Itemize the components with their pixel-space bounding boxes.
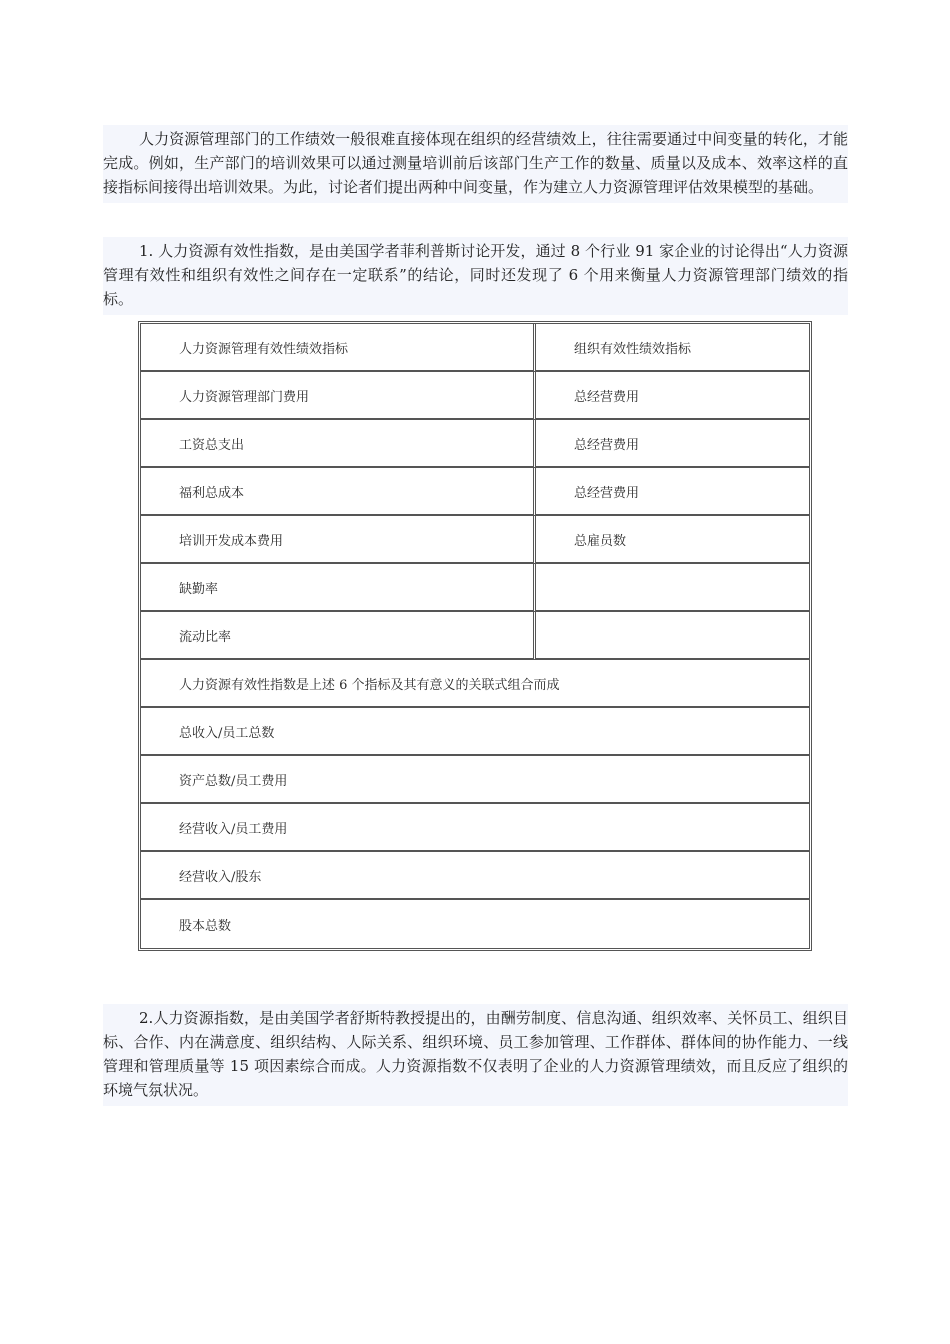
table-header-left: 人力资源管理有效性绩效指标: [141, 324, 536, 372]
table-header-right: 组织有效性绩效指标: [536, 324, 809, 372]
table-cell-left: 人力资源管理部门费用: [141, 372, 536, 420]
table-row: [141, 372, 809, 420]
item1-paragraph: 1. 人力资源有效性指数，是由美国学者菲利普斯讨论开发，通过 8 个行业 91 家企业的讨论得出“人力资源管理有效性和组织有效性之间存在一定联系”的结论，同时还发现了 6 个用来衡量人力资源管理部门绩效的指标。: [103, 237, 848, 315]
table-cell-left: 工资总支出: [141, 420, 536, 468]
table-full-cell: 资产总数/员工费用: [141, 756, 809, 804]
table-row: [141, 564, 809, 612]
table-full-cell: 经营收入/股东: [141, 852, 809, 900]
item2-paragraph: 2.人力资源指数，是由美国学者舒斯特教授提出的，由酬劳制度、信息沟通、组织效率、关怀员工、组织目标、合作、内在满意度、组织结构、人际关系、组织环境、员工参加管理、工作群体、群体间的协作能力、一线管理和管理质量等 15 项因素综合而成。人力资源指数不仅表明了企业的人力资源管理绩效，而且反应了组织的环境气氛状况。: [103, 1004, 848, 1106]
table-cell-left: 福利总成本: [141, 468, 536, 516]
table-full-cell: 经营收入/员工费用: [141, 804, 809, 852]
table-cell-left: 缺勤率: [141, 564, 536, 612]
table-full-cell: 总收入/员工总数: [141, 708, 809, 756]
table-full-cell: 人力资源有效性指数是上述 6 个指标及其有意义的关联式组合而成: [141, 660, 809, 708]
table-header-row: [141, 324, 809, 372]
table-full-row: [141, 852, 809, 900]
table-full-cell: 股本总数: [179, 918, 232, 934]
table-row: [141, 516, 809, 564]
table-cell-left: 流动比率: [141, 612, 536, 660]
table-full-row: [141, 756, 809, 804]
table-row: [141, 612, 809, 660]
table-full-row: [141, 660, 809, 708]
indicator-table: [138, 321, 812, 951]
table-row: [141, 468, 809, 516]
table-cell-right: 总经营费用: [536, 372, 809, 420]
table-cell-left: 培训开发成本费用: [141, 516, 536, 564]
intro-paragraph: 人力资源管理部门的工作绩效一般很难直接体现在组织的经营绩效上，往往需要通过中间变量的转化，才能完成。例如，生产部门的培训效果可以通过测量培训前后该部门生产工作的数量、质量以及成本、效率这样的直接指标间接得出培训效果。为此，讨论者们提出两种中间变量，作为建立人力资源管理评估效果模型的基础。: [103, 125, 848, 203]
table-full-row: [141, 708, 809, 756]
table-cell-right: 总雇员数: [536, 516, 809, 564]
table-full-row: [141, 900, 809, 948]
table-cell-right: [536, 612, 809, 660]
table-row: [141, 420, 809, 468]
table-cell-right: [536, 564, 809, 612]
table-cell-right: 总经营费用: [536, 468, 809, 516]
table-full-row: [141, 804, 809, 852]
table-cell-right: 总经营费用: [536, 420, 809, 468]
